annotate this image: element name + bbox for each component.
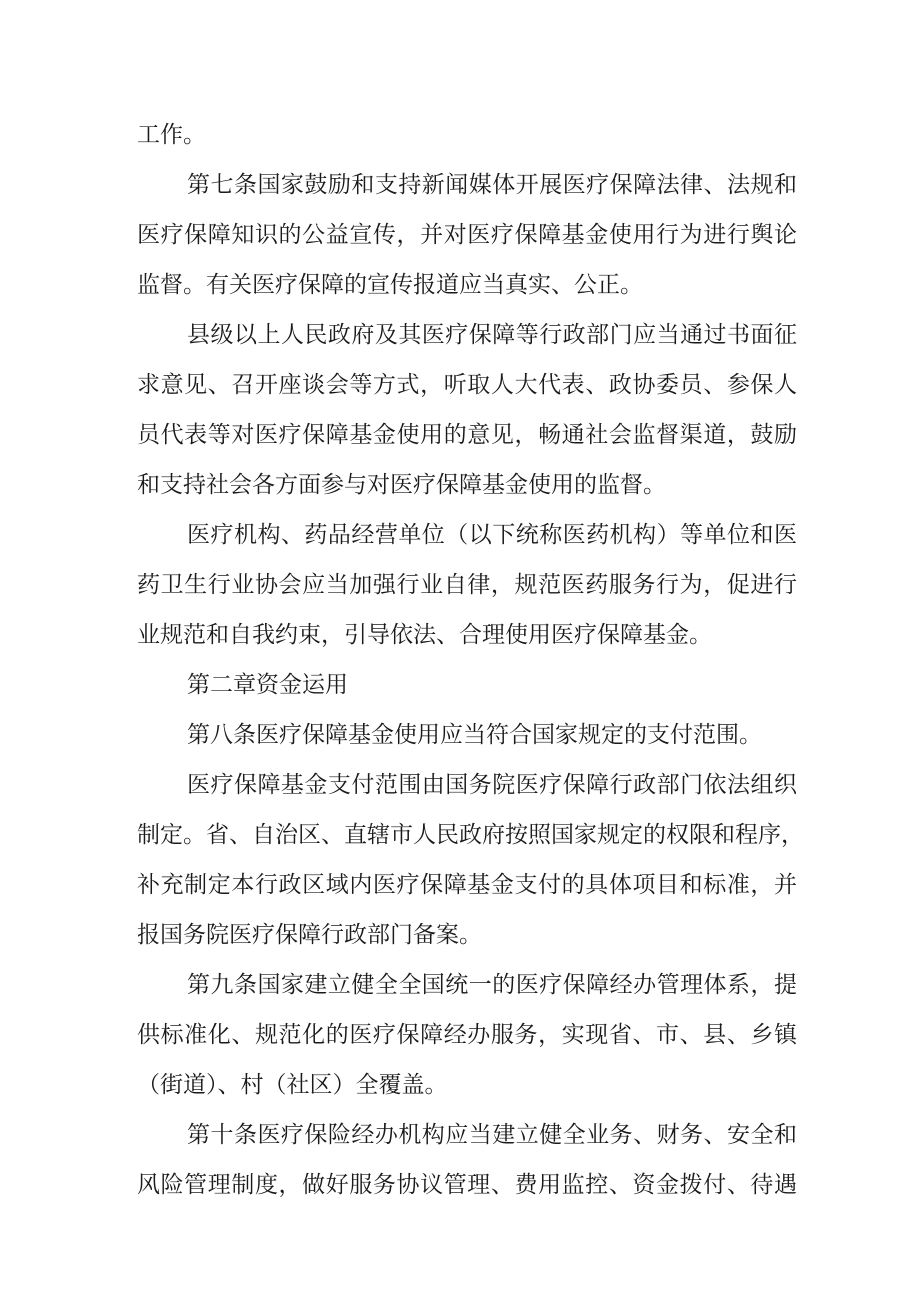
text-line: 第八条医疗保障基金使用应当符合国家规定的支付范围。: [187, 722, 762, 748]
text-line: 药卫生行业协会应当加强行业自律，规范医药服务行为，促进行: [137, 572, 797, 598]
text-line: （街道）、村（社区）全覆盖。: [137, 1072, 448, 1098]
text-line: 和支持社会各方面参与对医疗保障基金使用的监督。: [137, 472, 666, 498]
text-line: 第九条国家建立健全全国统一的医疗保障经办管理体系，提: [187, 972, 797, 998]
text-line: 第七条国家鼓励和支持新闻媒体开展医疗保障法律、法规和: [187, 172, 797, 198]
text-line: 县级以上人民政府及其医疗保障等行政部门应当通过书面征: [187, 322, 797, 348]
text-line: 业规范和自我约束，引导依法、合理使用医疗保障基金。: [137, 622, 712, 648]
text-line: 医疗机构、药品经营单位（以下统称医药机构）等单位和医: [187, 522, 797, 548]
text-line: 报国务院医疗保障行政部门备案。: [137, 922, 482, 948]
text-line: 医疗保障知识的公益宣传，并对医疗保障基金使用行为进行舆论: [137, 222, 797, 248]
chapter-heading: 第二章资金运用: [187, 672, 348, 698]
text-line: 工作。: [137, 122, 206, 148]
text-line: 第十条医疗保险经办机构应当建立健全业务、财务、安全和: [187, 1122, 797, 1148]
text-line: 供标准化、规范化的医疗保障经办服务，实现省、市、县、乡镇: [137, 1022, 797, 1048]
text-line: 员代表等对医疗保障基金使用的意见，畅通社会监督渠道，鼓励: [137, 422, 797, 448]
text-line: 监督。有关医疗保障的宣传报道应当真实、公正。: [137, 272, 643, 298]
text-line: 制定。省、自治区、直辖市人民政府按照国家规定的权限和程序，: [137, 822, 804, 848]
text-line: 风险管理制度，做好服务协议管理、费用监控、资金拨付、待遇: [137, 1172, 797, 1198]
text-line: 补充制定本行政区域内医疗保障基金支付的具体项目和标准，并: [137, 872, 797, 898]
text-line: 医疗保障基金支付范围由国务院医疗保障行政部门依法组织: [187, 772, 797, 798]
text-line: 求意见、召开座谈会等方式，听取人大代表、政协委员、参保人: [137, 372, 797, 398]
